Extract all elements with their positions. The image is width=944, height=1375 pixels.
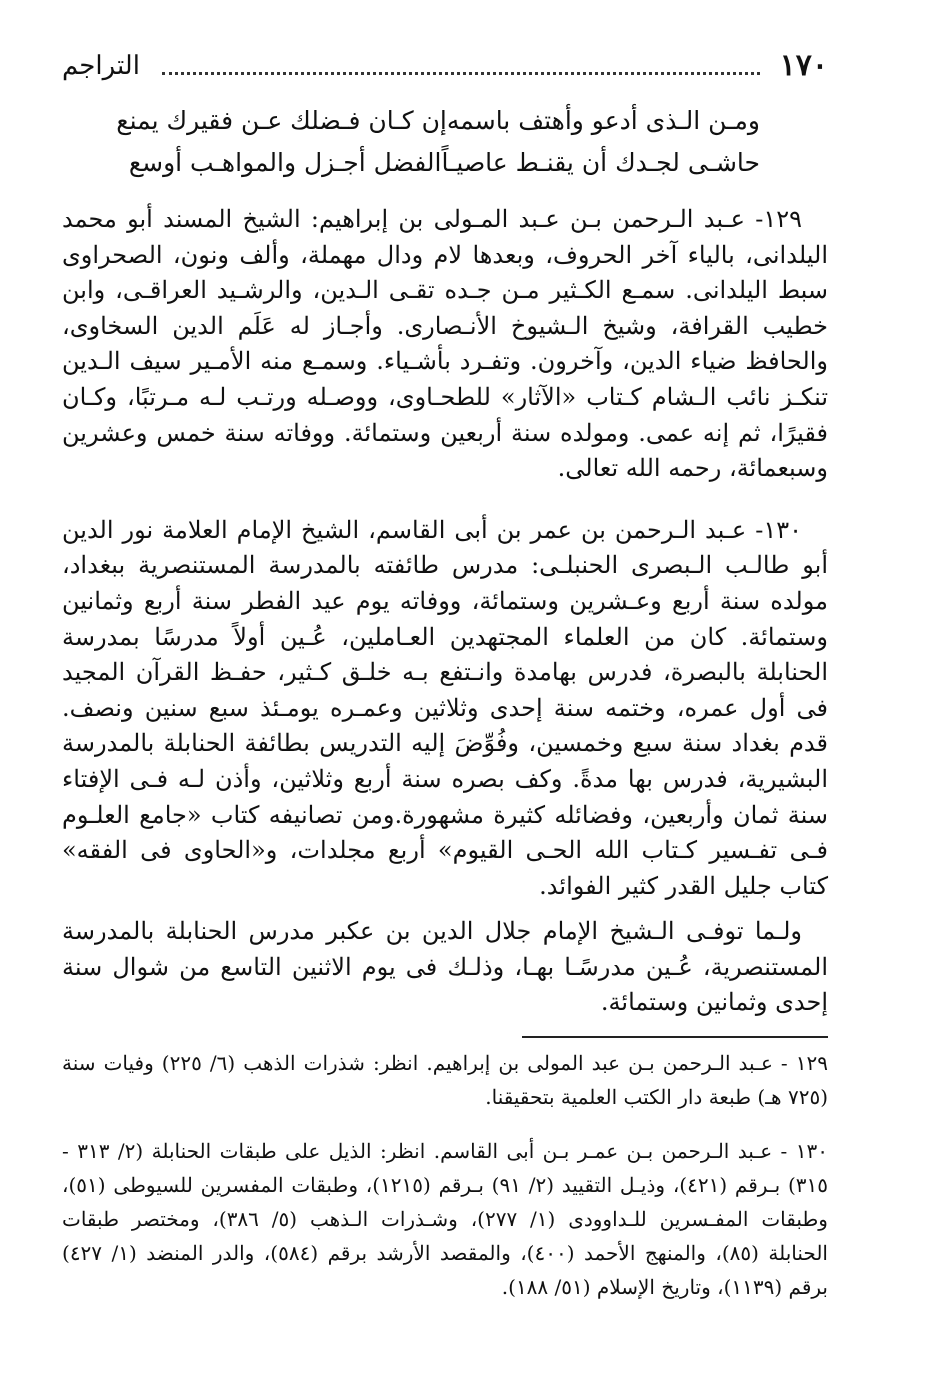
footnote-separator <box>522 1036 828 1038</box>
biography-entry-130: ١٣٠- عـبد الـرحمن بن عمر بن أبى القاسم، الشيخ الإمام العلامة نور الدين أبو طالـب الـبصرى الحنبلـى: مدرس طائفته بالمدرسة المستنصرية ببغداد، مولده سنة أربع وعـشرين وستمائة، ووفاته يوم عيد الفطر سنة أربع وثمانين وستمائة. كان من العلماء المجتهدين العـاملين، عُـين أولاً مدرسًا بمدرسة الحنابلة بالبصرة، فدرس بهامدة وانـتفع بـه خلـق كـثير، حفـظ القرآن المجيد فى أول عمره، وختمه سنة إحدى وثلاثين وعمـره يومـئذ سبع سنين ونصف. قدم بغداد سنة سبع وخمسين، وفُوِّضَ إليه التدريس بطائفة الحنابلة بالمدرسة البشيرية، فدرس بها مدةً. وكف بصره سنة أربع وثلاثين، وأذن لـه فـى الإفتاء سنة ثمان وأربعين، وفضائله كثيرة مشهورة.ومن تصانيفه كتاب «جامع العلـوم فـى تفـسير كـتاب الله الحـى القيوم» أربع مجلدات، و«الحاوى فى الفقه» كتاب جليل القدر كثير الفوائد. <box>62 515 828 900</box>
footnote-129: ١٢٩ - عـبد الـرحمن بـن عبد المولى بن إبراهيم. انظر: شذرات الذهب (٦/ ٢٢٥) وفيات سنة (٧٢٥ هـ) طبعة دار الكتب العلمية بتحقيقنا. <box>62 1051 828 1109</box>
biography-entry-130-continuation: ولـما توفـى الـشيخ الإمام جلال الدين بن عكبر مدرس الحنابلة بالمدرسة المستنصرية، عُـين مدرسًـا بهـا، وذلـك فى يوم الاثنين التاسع من شوال سنة إحدى وثمانين وستمائة. <box>62 917 828 1017</box>
header-dotted-leader <box>162 72 760 75</box>
biography-entry-129: ١٢٩- عـبد الـرحمن بـن عـبد المـولى بن إبراهيم: الشيخ المسند أبو محمد اليلدانى، بالياء آخر الحروف، وبعدها لام ودال مهملة، وألف ونون، الصحراوى سبط اليلدانى. سمـع الكـثير مـن جـده تقـى الـدين، والرشـيد العراقـى، وابن خطيب القرافة، وشيخ الـشيوخ الأنـصارى. وأجـاز له عَلَم الدين السخاوى، والحافظ ضياء الدين، وآخرون. وتفـرد بأشـياء. وسمـع منه الأمـير سيف الـدين تنكـز نائب الـشام كـتاب «الآثار» للطحـاوى، ووصـله ورتـب لـه مـرتبًا، وكـان فقيرًا، ثم إنه عمى. ومولده سنة أربعين وستمائة. ووفاته سنة خمس وعشرين وسبعمائة، رحمه الله تعالى. <box>62 205 828 483</box>
verse-row <box>128 142 760 184</box>
verse-second-hemistich: الفضل أجـزل والمواهـب أوسع <box>128 148 442 177</box>
verse-row <box>116 100 760 142</box>
footnotes <box>62 1046 828 1304</box>
main-text <box>62 202 828 1021</box>
poem-verses <box>116 100 760 184</box>
verse-first-hemistich: حاشـى لجـدك أن يقنـط عاصيـاً <box>441 148 760 177</box>
page-number: ١٧٠ <box>779 48 828 83</box>
running-title: التراجم <box>62 51 140 81</box>
footnote-130: ١٣٠ - عـبد الـرحمن بـن عمـر بـن أبى القاسم. انظر: الذيل على طبقات الحنابلة (٢/ ٣١٣ - ٣١٥) بـرقم (٤٢١)، وذيـل التقييد (٢/ ٩١) بـرقم (١٢١٥)، وطبقات المفسرين للسيوطى (٥١)، وطبقات المفـسرين للـداوودى (١/ ٢٧٧)، وشـذرات الـذهب (٥/ ٣٨٦)، ومختصر طبقات الحنابلة (٨٥)، والمنهج الأحمد (٤٠٠)، والمقصد الأرشد برقم (٥٨٤)، والدر المنضد (١/ ٤٢٧) برقم (١١٣٩)، وتاريخ الإسلام (٥١/ ١٨٨). <box>62 1139 829 1299</box>
page-header <box>62 46 828 86</box>
verse-second-hemistich: إن كـان فـضلك عـن فقيرك يمنع <box>116 106 447 135</box>
verse-first-hemistich: ومـن الـذى أدعو وأهتف باسمه <box>446 106 760 135</box>
